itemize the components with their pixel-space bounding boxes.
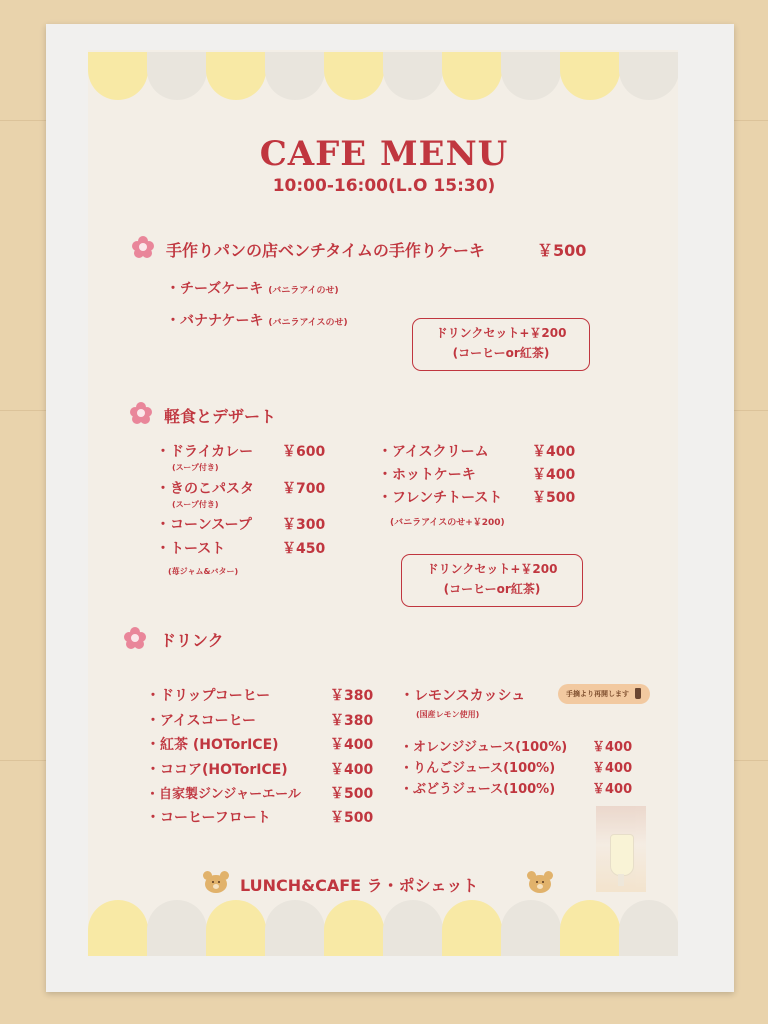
flower-icon: [124, 627, 146, 649]
bear-icon: [527, 871, 553, 893]
menu-item: [166, 310, 348, 330]
drink-item-name: ・コーヒーフロート: [146, 810, 271, 826]
food-item-note: (スープ付き): [172, 500, 219, 509]
food-heading: 軽食とデザート: [164, 407, 277, 426]
scallop: [619, 52, 678, 100]
drink-set-line1: ドリンクセット+￥200: [435, 326, 567, 340]
dessert-note: (バニラアイスのせ+￥200): [390, 518, 505, 528]
glass-icon: [610, 834, 634, 876]
drink-heading: ドリンク: [160, 631, 224, 650]
juice-item-price: ￥400: [592, 761, 633, 776]
lemon-squash-photo: [596, 806, 646, 892]
scallop: [442, 52, 502, 100]
food-item-note: (苺ジャム&バター): [168, 567, 239, 576]
item-name: ・バナナケーキ: [166, 313, 264, 329]
drink-set-box: [401, 554, 583, 607]
juice-item-name: ・オレンジジュース(100%): [400, 740, 568, 755]
flower-icon: [130, 402, 152, 424]
item-note: (バニラアイのせ): [268, 286, 339, 296]
flower-icon: [132, 236, 154, 258]
dessert-item-name: ・アイスクリーム: [378, 444, 489, 460]
item-name: ・チーズケーキ: [166, 281, 264, 297]
bear-icon: [203, 871, 229, 893]
food-item-name: ・きのこパスタ: [156, 481, 254, 497]
drink-item-name: ・アイスコーヒー: [146, 713, 257, 729]
juice-item-price: ￥400: [592, 740, 633, 755]
food-item-price: ￥450: [282, 541, 326, 557]
lemon-note: (国産レモン使用): [416, 710, 480, 719]
menu-title: CAFE MENU: [259, 134, 509, 174]
seasonal-badge: [558, 684, 650, 704]
drink-set-line2: (コーヒーor紅茶): [452, 346, 550, 360]
item-note: (バニラアイスのせ): [268, 318, 348, 328]
juice-item-name: ・りんごジュース(100%): [400, 761, 556, 776]
scallop: [265, 52, 325, 100]
drink-item-name: ・ドリップコーヒー: [146, 688, 271, 704]
food-item-name: ・トースト: [156, 541, 226, 557]
seasonal-badge-text: 手摘より再開します: [566, 690, 629, 698]
food-item-price: ￥300: [282, 517, 326, 533]
scallop: [88, 900, 148, 956]
food-item-name: ・ドライカレー: [156, 444, 254, 460]
scallop: [442, 900, 502, 956]
drink-set-line1: ドリンクセット+￥200: [426, 562, 558, 576]
top-scallop-border: [88, 52, 678, 100]
bottom-scallop-border: [88, 900, 678, 956]
scallop: [265, 900, 325, 956]
scallop: [147, 52, 207, 100]
drink-item-price: ￥400: [330, 737, 374, 753]
cake-price: ￥500: [537, 241, 587, 260]
shop-name: LUNCH&CAFE ラ・ポシェット: [240, 876, 479, 895]
cake-heading: 手作りパンの店ベンチタイムの手作りケーキ: [166, 241, 485, 260]
scallop: [147, 900, 207, 956]
dessert-item-name: ・ホットケーキ: [378, 467, 476, 483]
scallop: [206, 900, 266, 956]
scallop: [383, 900, 443, 956]
food-item-price: ￥600: [282, 444, 326, 460]
drink-set-box: [412, 318, 590, 371]
lemon-squash-name: ・レモンスカッシュ: [400, 688, 526, 704]
drink-item-price: ￥500: [330, 786, 374, 802]
dessert-item-price: ￥500: [532, 490, 576, 506]
food-item-price: ￥700: [282, 481, 326, 497]
dessert-item-price: ￥400: [532, 444, 576, 460]
scallop: [560, 52, 620, 100]
scallop: [324, 52, 384, 100]
scallop: [324, 900, 384, 956]
scallop: [560, 900, 620, 956]
drink-item-name: ・ココア(HOTorICE): [146, 762, 288, 778]
glass-icon: [635, 688, 641, 699]
scallop: [619, 900, 678, 956]
scallop: [88, 52, 148, 100]
drink-item-price: ￥500: [330, 810, 374, 826]
drink-item-price: ￥400: [330, 762, 374, 778]
drink-item-name: ・紅茶 (HOTorICE): [146, 737, 279, 753]
scallop: [383, 52, 443, 100]
scallop: [206, 52, 266, 100]
scallop: [501, 52, 561, 100]
scallop: [501, 900, 561, 956]
drink-item-name: ・自家製ジンジャーエール: [146, 787, 301, 802]
food-item-name: ・コーンスープ: [156, 517, 252, 533]
dessert-item-price: ￥400: [532, 467, 576, 483]
drink-item-price: ￥380: [330, 688, 374, 704]
drink-item-price: ￥380: [330, 713, 374, 729]
dessert-item-name: ・フレンチトースト: [378, 490, 503, 506]
juice-item-name: ・ぶどうジュース(100%): [400, 782, 556, 797]
food-item-note: (スープ付き): [172, 463, 219, 472]
drink-set-line2: (コーヒーor紅茶): [443, 582, 541, 596]
menu-item: [166, 278, 339, 298]
opening-hours: 10:00-16:00(L.O 15:30): [272, 176, 496, 196]
juice-item-price: ￥400: [592, 782, 633, 797]
